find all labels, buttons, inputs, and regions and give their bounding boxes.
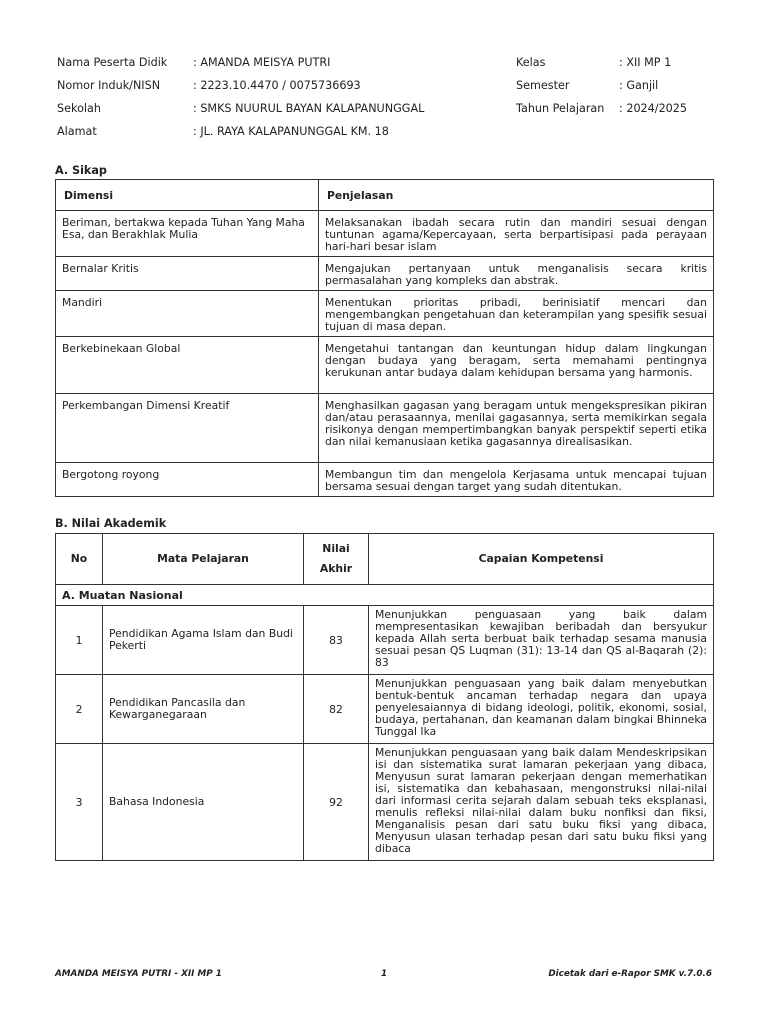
student-name-value: : AMANDA MEISYA PUTRI [193,56,331,69]
penjelasan-cell: Mengetahui tantangan dan keuntungan hidup dalam lingkungan dengan budaya yang beragam, serta memahami pentingnya kerukunan antar budaya dalam kehidupan bersama yang harmonis. [319,337,714,394]
identity-row [57,125,717,148]
capaian-header: Capaian Kompetensi [369,534,714,585]
group-row [56,585,714,606]
mapel-header: Mata Pelajaran [103,534,304,585]
dimensi-cell: Bernalar Kritis [56,257,319,291]
penjelasan-cell: Mengajukan pertanyaan untuk menganalisis secara kritis permasalahan yang kompleks dan abstrak. [319,257,714,291]
student-name-label: Nama Peserta Didik [57,56,168,69]
nilai-header-line: Nilai [322,542,350,555]
table-row [56,394,714,463]
nilai-akhir-header [304,534,369,585]
competency-description: Menunjukkan penguasaan yang baik dalam mempresentasikan kewajiban beribadah dan bersyukur kepada Allah serta berbuat baik terhadap sesama manusia sesuai pesan QS Luqman (31): 13-14 dan QS al-Baqarah (2): 83 [369,606,714,675]
academic-year-value: : 2024/2025 [619,102,688,115]
muatan-nasional-label: A. Muatan Nasional [56,585,714,606]
address-label: Alamat [57,125,97,138]
nisn-value: : 2223.10.4470 / 0075736693 [193,79,361,92]
dimensi-header: Dimensi [56,180,319,211]
dimensi-cell: Perkembangan Dimensi Kreatif [56,394,319,463]
sikap-table [55,179,714,497]
dimensi-cell: Berkebinekaan Global [56,337,319,394]
footer-page-number: 1 [381,969,388,979]
sikap-section-title: A. Sikap [55,164,107,177]
subject-name: Pendidikan Agama Islam dan Budi Pekerti [103,606,304,675]
akhir-header-line: Akhir [319,562,353,575]
school-label: Sekolah [57,102,101,115]
dimensi-cell: Mandiri [56,291,319,337]
penjelasan-cell: Menghasilkan gagasan yang beragam untuk mengekspresikan pikiran dan/atau perasaannya, menilai gagasannya, serta memikirkan segala risikonya dengan mempertimbangkan banyak perspektif seperti etika dan nilai kemanusiaan ketika gagasannya direalisasikan. [319,394,714,463]
table-row [56,675,714,744]
dimensi-cell: Bergotong royong [56,463,319,497]
table-row [56,211,714,257]
class-label: Kelas [516,56,546,69]
row-number: 2 [56,675,103,744]
sikap-header-row [56,180,714,211]
penjelasan-cell: Membangun tim dan mengelola Kerjasama untuk mencapai tujuan bersama sesuai dengan target yang sudah ditentukan. [319,463,714,497]
nisn-label: Nomor Induk/NISN [57,79,161,92]
identity-row [57,102,717,125]
semester-value: : Ganjil [619,79,659,92]
nilai-table [55,533,714,861]
no-header: No [56,534,103,585]
nilai-header-row [56,534,714,585]
row-number: 3 [56,744,103,861]
table-row [56,257,714,291]
table-row [56,291,714,337]
competency-description: Menunjukkan penguasaan yang baik dalam menyebutkan bentuk-bentuk ancaman terhadap negara dan upaya penyelesaiannya di bidang ideologi, politik, ekonomi, sosial, budaya, pertahanan, dan keamanan dalam bingkai Bhinneka Tunggal Ika [369,675,714,744]
footer-print-info: Dicetak dari e-Rapor SMK v.7.0.6 [548,969,712,979]
subject-name: Pendidikan Pancasila dan Kewarganegaraan [103,675,304,744]
identity-row [57,79,717,102]
subject-name: Bahasa Indonesia [103,744,304,861]
table-row [56,337,714,394]
final-score: 92 [304,744,369,861]
semester-label: Semester [516,79,570,92]
competency-description: Menunjukkan penguasaan yang baik dalam Mendeskripsikan isi dan sistematika surat lamaran pekerjaan yang dibaca, Menyusun surat lamaran pekerjaan dengan memerhatikan isi, sistematika dan kebahasaan, mengonstruksi nilai-nilai dari informasi cerita sejarah dalam sebuah teks eksplanasi, menulis refleksi nilai-nilai dalam buku nonfiksi dan fiksi, Menganalisis pesan dari satu buku fiksi yang dibaca, Menyusun ulasan terhadap pesan dari satu buku fiksi yang dibaca [369,744,714,861]
final-score: 82 [304,675,369,744]
school-value: : SMKS NUURUL BAYAN KALAPANUNGGAL [193,102,425,115]
penjelasan-cell: Menentukan prioritas pribadi, berinisiatif mencari dan mengembangkan pengetahuan dan keterampilan yang spesifik sesuai tujuan di masa depan. [319,291,714,337]
student-identity [57,56,717,148]
final-score: 83 [304,606,369,675]
academic-year-label: Tahun Pelajaran [516,102,605,115]
class-value: : XII MP 1 [619,56,672,69]
footer-student: AMANDA MEISYA PUTRI - XII MP 1 [55,969,222,979]
table-row [56,744,714,861]
table-row [56,606,714,675]
penjelasan-cell: Melaksanakan ibadah secara rutin dan mandiri sesuai dengan tuntunan agama/Kepercayaan, serta berpartisipasi pada perayaan hari-hari besar islam [319,211,714,257]
row-number: 1 [56,606,103,675]
nilai-section-title: B. Nilai Akademik [55,517,167,530]
identity-row [57,56,717,79]
table-row [56,463,714,497]
dimensi-cell: Beriman, bertakwa kepada Tuhan Yang Maha Esa, dan Berakhlak Mulia [56,211,319,257]
address-value: : JL. RAYA KALAPANUNGGAL KM. 18 [193,125,389,138]
penjelasan-header: Penjelasan [319,180,714,211]
